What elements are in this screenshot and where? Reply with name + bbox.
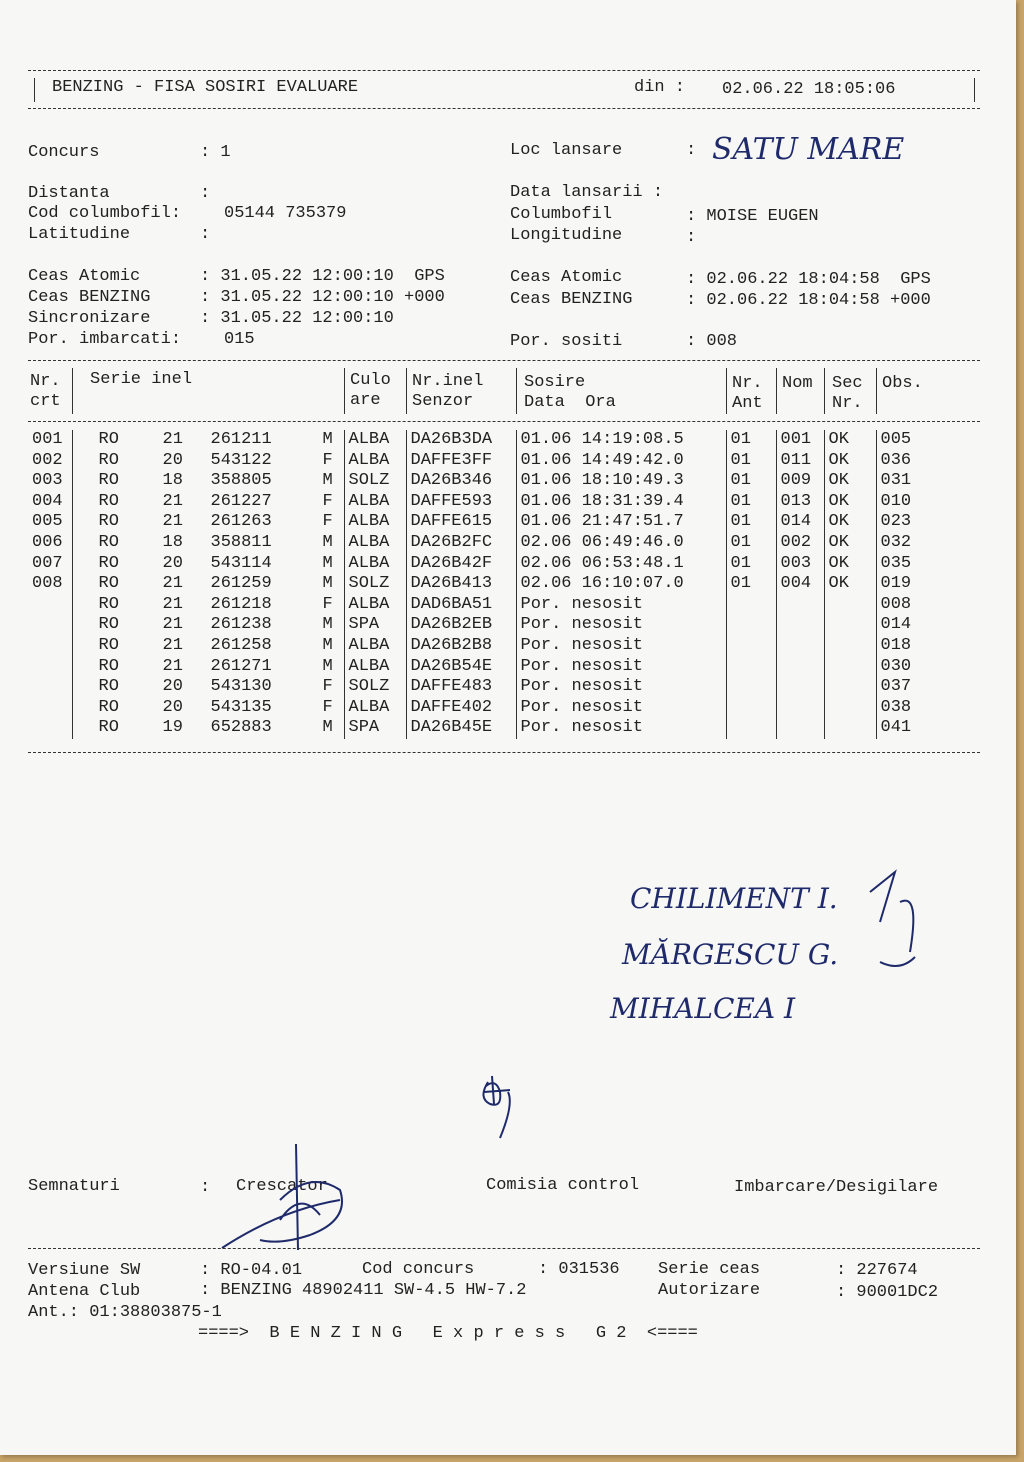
row-an: 21 [162,635,183,655]
ceas-atomic-start-value: : 31.05.22 12:00:10 GPS [200,267,445,286]
row-nr-ant: 01 [726,533,776,554]
row-tara: RO [98,594,119,614]
row-an: 20 [162,553,183,573]
row-nr-ant [726,657,776,678]
row-serie-inel [72,657,344,678]
row-nom: 009 [776,471,824,492]
row-tara: RO [98,574,119,594]
row-obs: 031 [876,471,980,492]
table-row [28,430,980,451]
row-sex: M [322,574,333,594]
row-nr: 543130 [210,677,272,697]
table-row [28,595,980,616]
row-culoare: ALBA [344,595,406,616]
row-nom: 014 [776,512,824,533]
col-sec-nr: Sec Nr. [832,374,863,413]
imbarcati-value: 015 [224,330,255,349]
row-nom [776,718,824,739]
row-nom [776,615,824,636]
row-obs: 018 [876,636,980,657]
row-culoare: ALBA [344,698,406,719]
row-serie-inel [72,430,344,451]
arrivals-table [28,430,980,739]
row-sex: F [322,677,333,697]
latitudine-value: : [200,225,211,244]
col-obs: Obs. [882,374,923,393]
row-sec: OK [824,451,876,472]
row-sosire: 01.06 14:19:08.5 [516,430,726,451]
row-an: 21 [162,656,183,676]
concurs-label: Concurs [28,143,100,162]
row-sex: F [322,491,333,511]
header-top-rule [28,70,980,71]
row-senzor: DAFFE615 [406,512,516,533]
row-nom: 011 [776,451,824,472]
row-sosire: 01.06 18:10:49.3 [516,471,726,492]
columbofil-value: : MOISE EUGEN [686,207,819,226]
row-sex: M [322,635,333,655]
row-senzor: DAFFE3FF [406,451,516,472]
row-sosire: Por. nesosit [516,615,726,636]
row-obs: 036 [876,451,980,472]
latitudine-label: Latitudine [28,225,131,244]
row-senzor: DAFFE593 [406,492,516,513]
row-nr-crt [28,698,72,719]
row-sex: M [322,615,333,635]
row-nr-ant: 01 [726,430,776,451]
row-obs: 037 [876,677,980,698]
data-lansarii-label: Data lansarii : [510,183,664,202]
row-obs: 023 [876,512,980,533]
comisia-control-label: Comisia control [486,1176,640,1195]
row-obs: 014 [876,615,980,636]
distanta-label: Distanta [28,184,110,203]
row-serie-inel [72,451,344,472]
row-nr-ant: 01 [726,512,776,533]
loc-lansare-label: Loc lansare [510,141,623,160]
row-sosire: 01.06 21:47:51.7 [516,512,726,533]
header-left-edge [34,78,35,102]
columbofil-label: Columbofil [510,205,613,224]
row-nr-ant [726,615,776,636]
row-sex: M [322,718,333,738]
row-nr-crt: 006 [32,532,63,552]
row-sec [824,595,876,616]
row-nr-crt [28,718,72,739]
table-row [28,677,980,698]
row-nr: 358805 [210,471,272,491]
row-tara: RO [98,635,119,655]
crescator-label: Crescator [236,1177,328,1196]
row-nr: 261211 [210,430,272,449]
row-nom: 013 [776,492,824,513]
row-senzor: DAFFE483 [406,677,516,698]
row-nr-ant: 01 [726,451,776,472]
table-row [28,471,980,492]
row-nr-ant: 01 [726,492,776,513]
row-nr-crt [28,677,72,698]
row-sec: OK [824,574,876,595]
table-header-rule [28,421,980,422]
sincronizare-label: Sincronizare [28,309,151,328]
row-culoare: ALBA [344,657,406,678]
row-nr-ant [726,636,776,657]
table-row [28,533,980,554]
row-culoare: SOLZ [344,574,406,595]
row-nr-crt: 004 [32,491,63,511]
row-sex: M [322,471,333,491]
row-sex: M [322,532,333,552]
table-row [28,657,980,678]
row-sex: M [322,553,333,573]
versiune-label: Versiune SW [28,1261,141,1280]
handwritten-name-3: MIHALCEA I [610,992,796,1025]
cod-columbofil-value: 05144 735379 [224,204,347,223]
loc-lansare-value: SATU MARE [712,132,905,167]
row-sec: OK [824,430,876,451]
row-nr: 543122 [210,450,272,470]
row-nr-ant [726,677,776,698]
table-row [28,615,980,636]
row-an: 18 [162,471,183,491]
row-sosire: Por. nesosit [516,636,726,657]
row-serie-inel [72,512,344,533]
row-serie-inel [72,718,344,739]
row-nr-ant: 01 [726,471,776,492]
versiune-value: : RO-04.01 [200,1261,303,1280]
col-senzor: Nr.inel Senzor [412,372,484,411]
header-bottom-rule [28,108,980,109]
row-nom [776,657,824,678]
row-serie-inel [72,574,344,595]
longitudine-value: : [686,228,697,247]
row-an: 19 [162,718,183,738]
row-tara: RO [98,615,119,635]
row-sex: F [322,450,333,470]
row-serie-inel [72,492,344,513]
row-nr-crt: 005 [32,512,63,532]
col-nr-crt: Nr. crt [30,372,61,411]
initials-mark [470,1064,530,1144]
row-nom: 003 [776,554,824,575]
table-row [28,492,980,513]
row-nom: 004 [776,574,824,595]
print-date: 02.06.22 18:05:06 [722,80,896,99]
row-nr-ant [726,698,776,719]
row-senzor: DA26B3DA [406,430,516,451]
antena-label: Antena Club [28,1282,141,1301]
row-senzor: DA26B346 [406,471,516,492]
row-an: 21 [162,574,183,594]
concurs-value: : 1 [200,143,231,162]
row-senzor: DA26B45E [406,718,516,739]
handwritten-name-2: MĂRGESCU G. [622,938,839,971]
handwritten-name-1: CHILIMENT I. [630,882,838,915]
table-bottom-rule [28,752,980,753]
table-row [28,451,980,472]
table-row [28,574,980,595]
row-obs: 030 [876,657,980,678]
cod-concurs-label: Cod concurs [362,1260,475,1279]
row-nr-ant [726,595,776,616]
row-sex: F [322,697,333,717]
row-senzor: DA26B2EB [406,615,516,636]
row-nom [776,595,824,616]
row-culoare: ALBA [344,430,406,451]
row-culoare: ALBA [344,554,406,575]
col-serie-inel: Serie inel [90,370,193,389]
row-sex: F [322,512,333,532]
row-obs: 032 [876,533,980,554]
ceas-atomic-start-label: Ceas Atomic [28,267,141,286]
row-nr-ant [726,718,776,739]
col-sosire: Sosire Data Ora [524,373,616,412]
row-obs: 008 [876,595,980,616]
row-tara: RO [98,656,119,676]
row-nr-crt [28,636,72,657]
row-sec: OK [824,512,876,533]
row-tara: RO [98,471,119,491]
print-date-label: din : [634,78,686,97]
row-sec [824,657,876,678]
row-culoare: ALBA [344,512,406,533]
report-title: BENZING - FISA SOSIRI EVALUARE [52,78,359,97]
table-row [28,698,980,719]
row-serie-inel [72,554,344,575]
row-an: 21 [162,594,183,614]
row-senzor: DA26B42F [406,554,516,575]
row-culoare: SOLZ [344,471,406,492]
row-senzor: DA26B54E [406,657,516,678]
serie-ceas-value: : 227674 [836,1261,918,1280]
row-obs: 010 [876,492,980,513]
row-sec [824,615,876,636]
row-nom: 001 [776,430,824,451]
row-nr: 543135 [210,697,272,717]
row-nr-crt: 007 [32,553,63,573]
header-right-edge [974,78,975,102]
row-sosire: Por. nesosit [516,677,726,698]
row-sosire: 01.06 14:49:42.0 [516,451,726,472]
table-top-rule [28,360,980,361]
row-nr: 261227 [210,491,272,511]
row-sec [824,677,876,698]
row-obs: 035 [876,554,980,575]
antena-value: : BENZING 48902411 SW-4.5 HW-7.2 [200,1281,527,1300]
row-tara: RO [98,532,119,552]
row-nr: 261238 [210,615,272,635]
cod-concurs-value: : 031536 [538,1260,620,1279]
row-nr-crt: 003 [32,471,63,491]
ceas-benzing-end-label: Ceas BENZING [510,290,633,309]
semnaturi-label: Semnaturi [28,1177,120,1196]
antenna-id: Ant.: 01:38803875-1 [28,1303,222,1322]
row-tara: RO [98,677,119,697]
col-nr-ant: Nr. Ant [732,374,763,413]
row-tara: RO [98,553,119,573]
row-sosire: Por. nesosit [516,657,726,678]
table-row [28,554,980,575]
row-sex: M [322,656,333,676]
row-nom [776,636,824,657]
row-tara: RO [98,697,119,717]
col-culoare: Culo are [350,371,391,410]
row-obs: 005 [876,430,980,451]
row-sec [824,636,876,657]
row-serie-inel [72,698,344,719]
distanta-value: : [200,184,211,203]
longitudine-label: Longitudine [510,226,623,245]
row-sec [824,698,876,719]
table-row [28,718,980,739]
row-nr-crt [28,657,72,678]
row-tara: RO [98,491,119,511]
ceas-benzing-start-label: Ceas BENZING [28,288,151,307]
serie-ceas-label: Serie ceas [658,1260,761,1279]
row-senzor: DA26B2B8 [406,636,516,657]
row-obs: 041 [876,718,980,739]
sincronizare-value: : 31.05.22 12:00:10 [200,309,394,328]
row-serie-inel [72,636,344,657]
benzing-express-line: ====> B E N Z I N G E x p r e s s G 2 <==== [198,1324,698,1343]
row-sec: OK [824,492,876,513]
crescator-signature [220,1140,360,1255]
sositi-value: : 008 [686,332,738,351]
row-nr-crt: 008 [32,574,63,594]
row-nom [776,698,824,719]
row-tara: RO [98,512,119,532]
footer-rule [28,1248,980,1249]
row-sec: OK [824,471,876,492]
row-serie-inel [72,595,344,616]
row-nr: 261263 [210,512,272,532]
row-sex: F [322,594,333,614]
row-nr-ant: 01 [726,574,776,595]
row-sosire: 02.06 16:10:07.0 [516,574,726,595]
row-an: 21 [162,512,183,532]
row-nr: 543114 [210,553,272,573]
row-senzor: DAFFE402 [406,698,516,719]
row-tara: RO [98,430,119,449]
row-an: 20 [162,450,183,470]
row-serie-inel [72,677,344,698]
row-nr-ant: 01 [726,554,776,575]
row-senzor: DA26B413 [406,574,516,595]
row-culoare: SPA [344,718,406,739]
row-an: 21 [162,615,183,635]
row-nr-crt [28,615,72,636]
row-nr-crt: 002 [32,450,63,470]
row-sec [824,718,876,739]
sositi-label: Por. sositi [510,332,623,351]
row-nr: 261259 [210,574,272,594]
row-culoare: SOLZ [344,677,406,698]
row-sosire: Por. nesosit [516,698,726,719]
row-serie-inel [72,533,344,554]
ceas-atomic-end-label: Ceas Atomic [510,268,623,287]
row-sec: OK [824,533,876,554]
row-serie-inel [72,471,344,492]
row-nr: 261271 [210,656,272,676]
row-serie-inel [72,615,344,636]
row-nr-crt: 001 [32,430,63,449]
handwritten-signature-marks [860,862,930,982]
row-sosire: Por. nesosit [516,595,726,616]
row-culoare: ALBA [344,492,406,513]
table-row [28,636,980,657]
row-nr: 261258 [210,635,272,655]
row-sosire: Por. nesosit [516,718,726,739]
row-tara: RO [98,718,119,738]
row-culoare: ALBA [344,636,406,657]
autorizare-label: Autorizare [658,1281,761,1300]
row-culoare: SPA [344,615,406,636]
row-nr: 261218 [210,594,272,614]
row-sosire: 02.06 06:49:46.0 [516,533,726,554]
row-an: 20 [162,677,183,697]
semnaturi-sep: : [200,1178,211,1197]
row-sex: M [322,430,333,449]
row-sosire: 02.06 06:53:48.1 [516,554,726,575]
col-nom: Nom [782,374,813,393]
ceas-benzing-start-value: : 31.05.22 12:00:10 +000 [200,288,445,307]
row-nr: 358811 [210,532,272,552]
row-nr-crt [28,595,72,616]
imbarcare-label: Imbarcare/Desigilare [734,1178,939,1197]
row-obs: 038 [876,698,980,719]
row-culoare: ALBA [344,451,406,472]
ceas-atomic-end-value: : 02.06.22 18:04:58 GPS [686,270,931,289]
row-senzor: DAD6BA51 [406,595,516,616]
cod-columbofil-label: Cod columbofil: [28,204,182,223]
table-row [28,512,980,533]
row-an: 18 [162,532,183,552]
row-nom: 002 [776,533,824,554]
row-sosire: 01.06 18:31:39.4 [516,492,726,513]
row-sec: OK [824,554,876,575]
row-tara: RO [98,450,119,470]
autorizare-value: : 90001DC2 [836,1283,939,1302]
row-obs: 019 [876,574,980,595]
row-an: 20 [162,697,183,717]
row-an: 21 [162,430,183,449]
row-nr: 652883 [210,718,272,738]
row-senzor: DA26B2FC [406,533,516,554]
row-culoare: ALBA [344,533,406,554]
row-nom [776,677,824,698]
ceas-benzing-end-value: : 02.06.22 18:04:58 +000 [686,291,931,310]
row-an: 21 [162,491,183,511]
imbarcati-label: Por. imbarcati: [28,330,182,349]
